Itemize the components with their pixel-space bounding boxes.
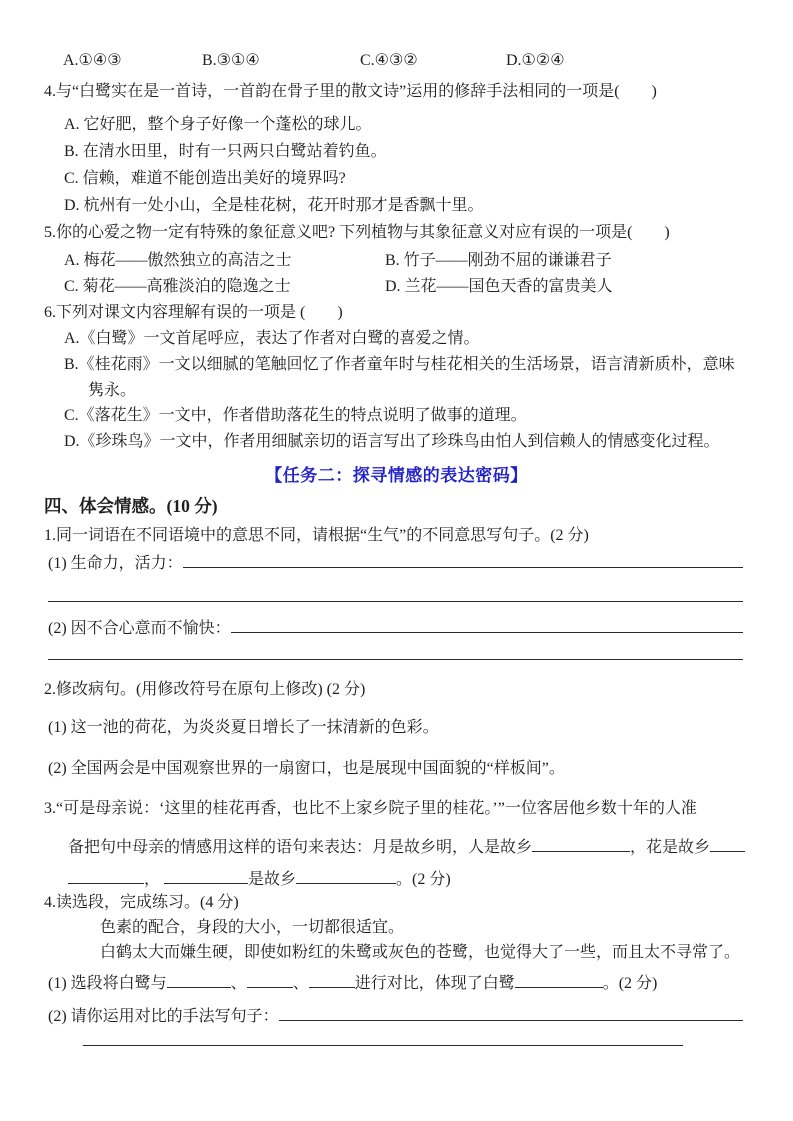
s4q4-excerpt2: 白鹤太大而嫌生硬，即使如粉红的朱鹭或灰色的苍鹭，也觉得大了一些，而且太不寻常了。	[100, 944, 741, 961]
answer-blank	[309, 972, 355, 988]
q6-option-b-line1: B.《桂花雨》一文以细腻的笔触回忆了作者童年时与桂花相关的生活场景，语言清新质朴，意味	[64, 356, 735, 373]
answer-blank	[515, 972, 603, 988]
answer-blank	[231, 617, 743, 633]
answer-blank	[183, 552, 743, 568]
s4q3-line1: 3.“可是母亲说：‘这里的桂花再香，也比不上家乡院子里的桂花。’”一位客居他乡数十年的人准	[44, 800, 697, 817]
choice-a: A.①④③	[63, 52, 122, 69]
q5-stem: 5.你的心爱之物一定有特殊的象征意义吧? 下列植物与其象征意义对应有误的一项是( )	[44, 224, 670, 241]
s4q3-line2-mid: ，花是故乡	[630, 839, 711, 856]
answer-blank	[167, 972, 231, 988]
s4q4-item1-end: 。(2 分)	[602, 975, 658, 992]
s4q4-item2-label: (2) 请你运用对比的手法写句子：	[48, 1008, 279, 1025]
q6-option-a: A.《白鹭》一文首尾呼应，表达了作者对白鹭的喜爱之情。	[64, 330, 480, 347]
answer-rule	[48, 659, 743, 660]
s4q3-line2-pre: 备把句中母亲的情感用这样的语句来表达：月是故乡明，人是故乡	[68, 839, 533, 856]
s4q4-item1	[48, 972, 657, 995]
s4q4-item2	[48, 1005, 743, 1028]
s4q4-item1-dun2: 、	[292, 975, 309, 992]
q5-option-d: D. 兰花——国色天香的富贵美人	[385, 278, 613, 295]
q6-option-c: C.《落花生》一文中，作者借助落花生的特点说明了做事的道理。	[64, 407, 527, 424]
q4-option-c: C. 信赖，难道不能创造出美好的境界吗?	[64, 170, 346, 187]
s4q1-item2-label: (2) 因不合心意而不愉快：	[48, 620, 231, 637]
q6-option-b-line2: 隽永。	[88, 382, 137, 399]
s4q4-excerpt1: 色素的配合，身段的大小，一切都很适宜。	[100, 919, 405, 936]
q6-option-d: D.《珍珠鸟》一文中，作者用细腻亲切的语言写出了珍珠鸟由怕人到信赖人的情感变化过程。	[64, 433, 720, 450]
s4q3-line3	[68, 868, 451, 891]
s4q4-item1-pre: (1) 选段将白鹭与	[48, 975, 167, 992]
q5-option-b: B. 竹子——刚劲不屈的谦谦君子	[385, 252, 612, 269]
s4q2-stem: 2.修改病句。(用修改符号在原句上修改) (2 分)	[44, 681, 366, 698]
task-banner: 【任务二：探寻情感的表达密码】	[265, 466, 528, 485]
s4q3-line3-seg1: ，	[144, 871, 161, 888]
s4q4-stem: 4.读选段，完成练习。(4 分)	[44, 894, 239, 911]
answer-blank	[532, 836, 630, 852]
answer-blank	[164, 868, 248, 884]
choice-b: B.③①④	[202, 52, 260, 69]
answer-blank	[68, 868, 144, 884]
q6-stem: 6.下列对课文内容理解有误的一项是 ( )	[44, 304, 343, 321]
s4q2-item2: (2) 全国两会是中国观察世界的一扇窗口，也是展现中国面貌的“样板间”。	[48, 760, 565, 777]
choice-c: C.④③②	[360, 52, 418, 69]
q4-option-d: D. 杭州有一处小山，全是桂花树，花开时那才是香飘十里。	[64, 197, 484, 214]
answer-blank	[296, 868, 396, 884]
s4q3-line2	[68, 836, 745, 859]
s4q3-line3-end: 。(2 分)	[396, 871, 451, 888]
q4-stem: 4.与“白鹭实在是一首诗，一首韵在骨子里的散文诗”运用的修辞手法相同的一项是( )	[44, 83, 657, 100]
q4-option-b: B. 在清水田里，时有一只两只白鹭站着钓鱼。	[64, 143, 387, 160]
s4q3-line3-seg2: 是故乡	[248, 871, 297, 888]
answer-rule	[48, 601, 743, 602]
s4q1-stem: 1.同一词语在不同语境中的意思不同，请根据“生气”的不同意思写句子。(2 分)	[44, 527, 589, 544]
s4q4-item1-mid: 进行对比，体现了白鹭	[354, 975, 515, 992]
section4-title: 四、体会情感。(10 分)	[44, 496, 218, 516]
answer-blank	[710, 836, 745, 852]
answer-blank	[279, 1005, 743, 1021]
s4q1-item1	[48, 552, 743, 575]
s4q2-item1: (1) 这一池的荷花，为炎炎夏日增长了一抹清新的色彩。	[48, 719, 439, 736]
q4-option-a: A. 它好肥，整个身子好像一个蓬松的球儿。	[64, 116, 372, 133]
s4q1-item1-label: (1) 生命力，活力：	[48, 555, 183, 572]
s4q1-item2	[48, 617, 743, 640]
q5-option-a: A. 梅花——傲然独立的高洁之士	[64, 252, 292, 269]
answer-blank	[247, 972, 293, 988]
choice-d: D.①②④	[506, 52, 565, 69]
q5-option-c: C. 菊花——高雅淡泊的隐逸之士	[64, 278, 291, 295]
answer-rule	[83, 1045, 683, 1046]
s4q4-item1-dun1: 、	[230, 975, 247, 992]
